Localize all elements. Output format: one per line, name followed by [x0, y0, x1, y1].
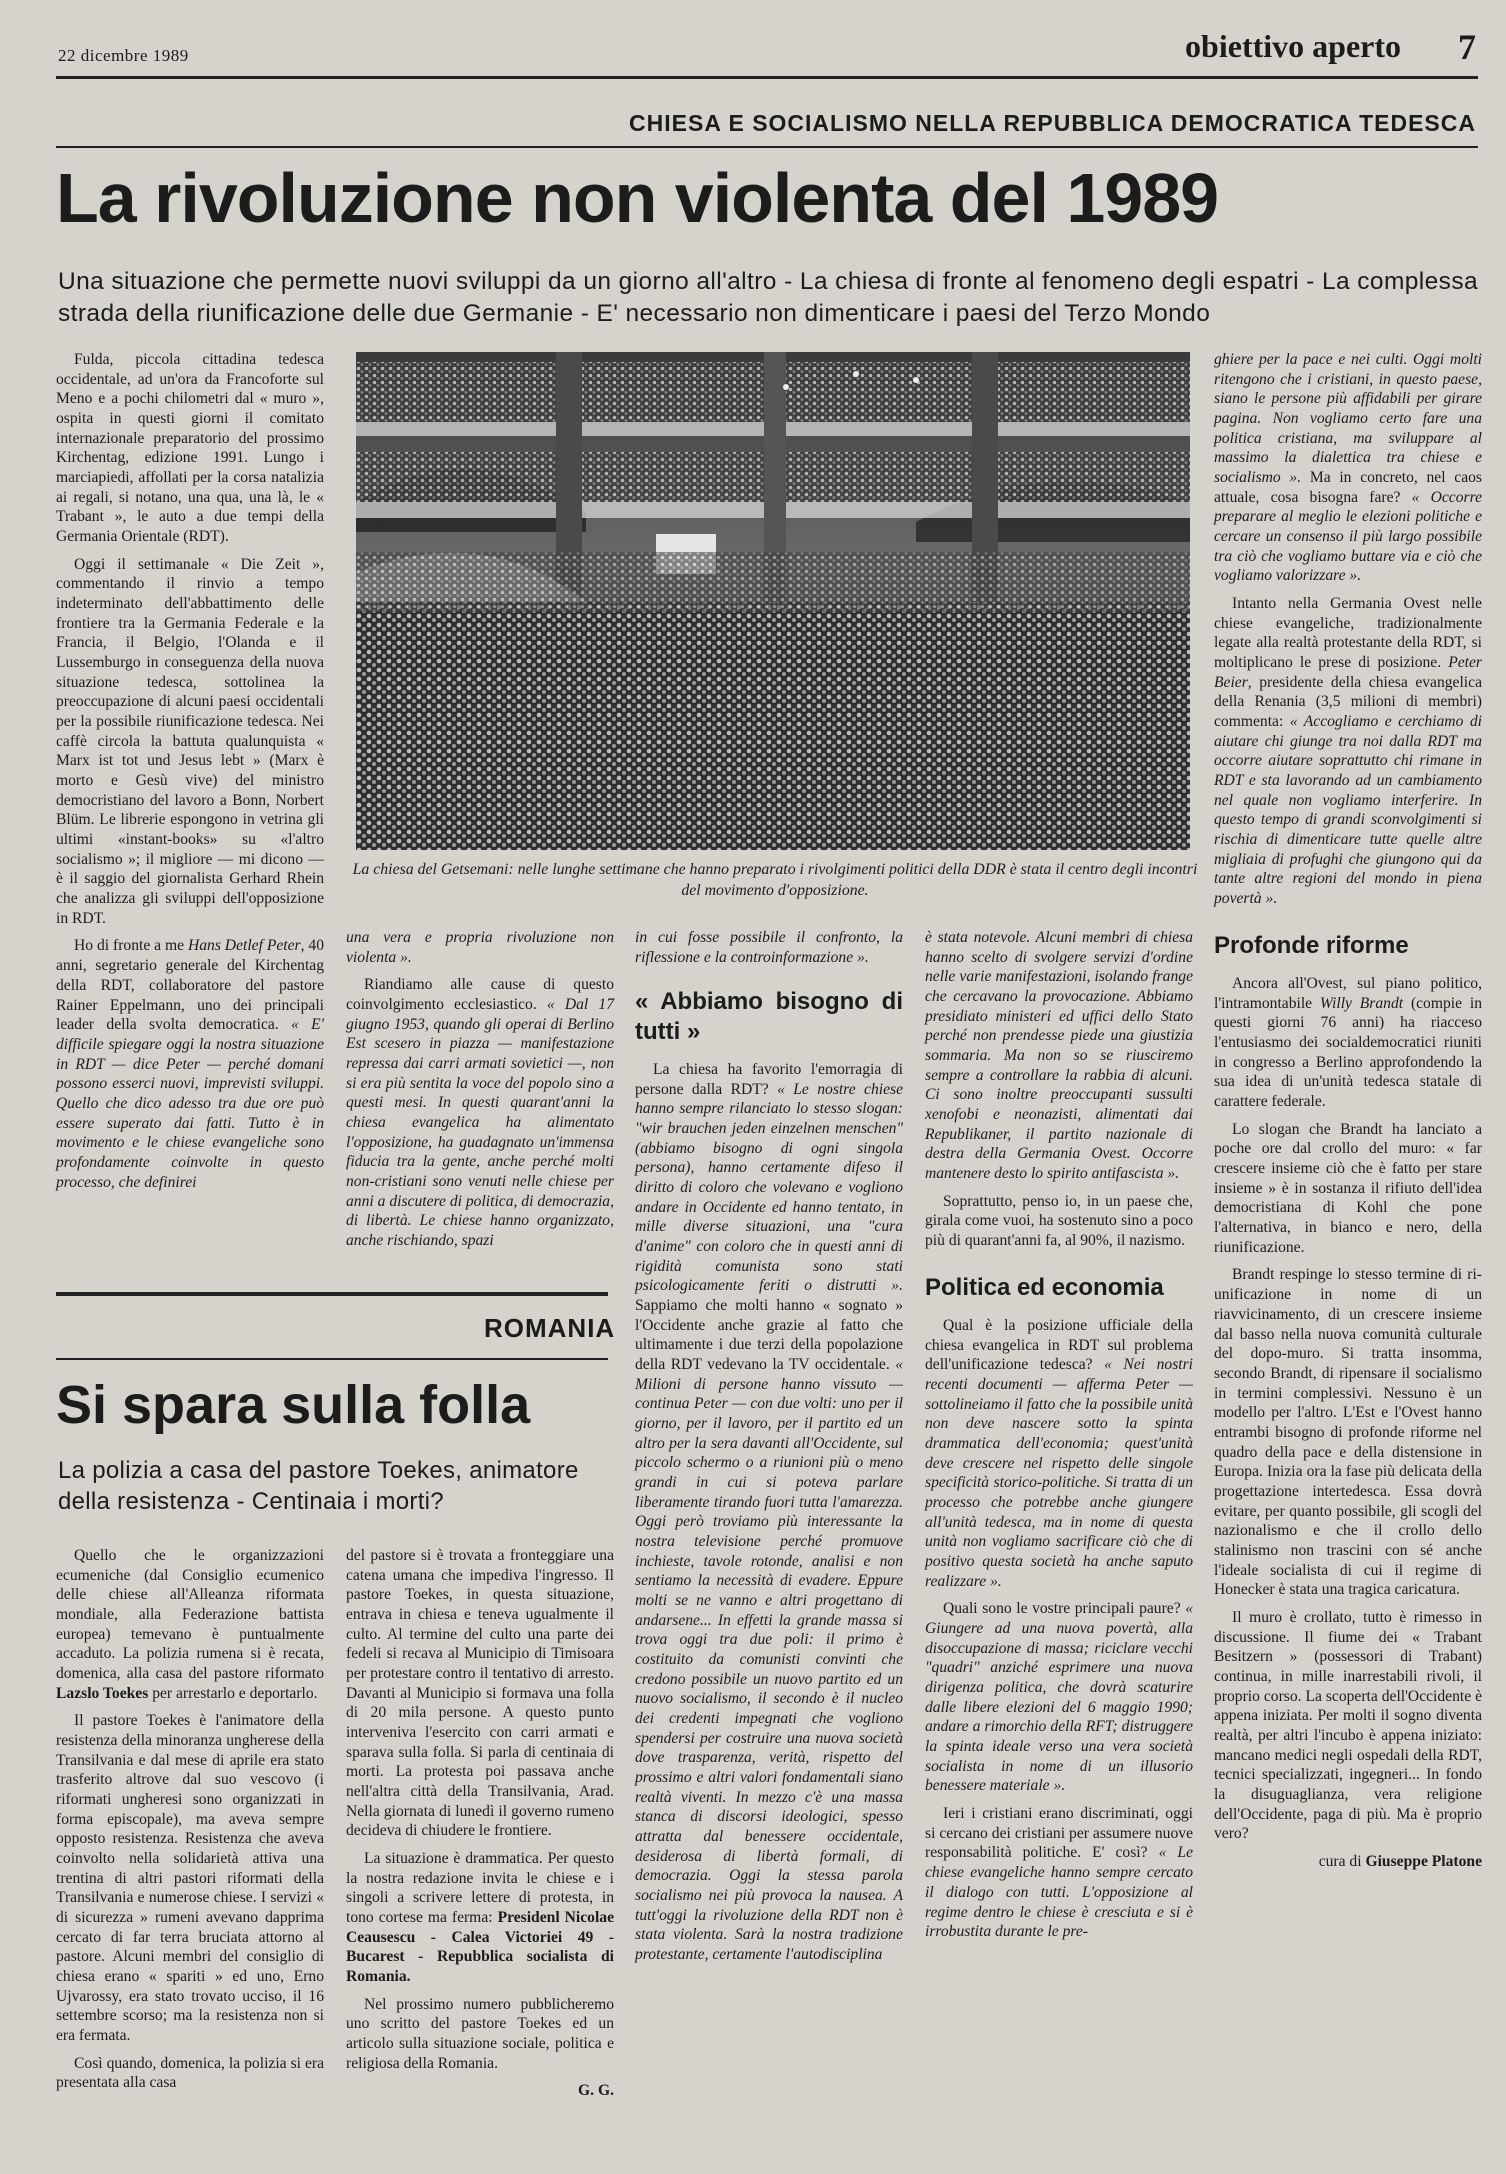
person-name: Lazslo Toekes: [56, 1684, 149, 1702]
paragraph: è stata notevole. Alcuni membri di chiesa hanno scelto di svolgere servizi d'ordine nelle varie manifestazioni, isolando frange che cercavano la provocazione. Abbiamo presidiato ministeri ed uffici dello Stato perché non prendesse piede una giustizia sommaria. Ma non so se riusciremo sempre a controllare la rabbia di alcuni. Ci sono inoltre preoccupanti sussulti xenofobi e neonazisti, alimentati dai Republikaner, il partito nazionale di destra della Germania Ovest. Occorre mantenere desto lo spirito antifascista ».: [925, 929, 1193, 1183]
article-subtitle: Una situazione che permette nuovi sviluppi da un giorno all'altro - La chiesa di fronte al fenomeno degli espatri - La complessa strada della riunificazione delle due Germanie - E' necessario non dimenticare i paesi del Terzo Mondo: [58, 268, 1478, 328]
quote: « Le nostre chiese hanno sempre rilanciato lo stesso slogan: "wir brauchen jeden einzelnen menschen" (abbiamo bisogno di ogni singola persona), hanno certamente difeso il diritto di coloro che volevano e vogliono andare in Occidente ed hanno tentato, in mille diverse situazioni, una "cura d'anime" con coloro che in questi anni di rigidità comunista sono stati psicologicamente feriti o distrutti ».: [635, 1080, 903, 1295]
paragraph: Oggi il settimanale « Die Zeit », commentando il rinvio a tempo indeterminato dell'abbattimento delle frontiere tra la Germania Federale e la Francia, il Belgio, l'Olanda e il Lussemburgo in conseguenza della nuova situazione tedesca, sottolinea la preoccupazione di alcuni paesi occidentali per la possibile riunificazione tedesca. Nei caffè circola la battuta qualunquista « Marx ist tot und Jesus lebt » (Marx è morto e Gesù vive) del ministro democristiano del lavoro a Bonn, Norbert Blüm. Le librerie espongono in vetrina gli ultimi «instant-books» su «l'altro socialismo »; il migliore — mi dicono — è il saggio del giornalista Gerhard Rhein che analizza gli sviluppi dell'opposizione in RDT.: [56, 555, 324, 927]
quote: « E' difficile spiegare oggi la nostra situazione in RDT — dice Peter — perché domani possono esserci nuovi, imprevisti sviluppi. Quello che dico adesso tra due ore può essere superato dai fatti. Tutto è in movimento e le chiese evangeliche sono profondamente coinvolte in questo processo, che definirei: [56, 1016, 324, 1191]
section-label: ROMANIA: [484, 1313, 616, 1343]
paragraph: Quali sono le vostre principali paure? « Giungere ad una nuova povertà, alla disoccupazione di massa; riciclare vecchi "quadri" anziché esprimere una nuova dirigenza politica, che dovrà scaturire dalle libere elezioni del 6 maggio 1990; andare a rimorchio della RFT; distruggere la spinta ideale verso una vera società socialista in nome di un illusorio benessere materiale ».: [925, 1600, 1193, 1795]
paragraph: La situazione è drammatica. Per questo la nostra redazione invita le chiese e i singoli a scrivere lettere di protesta, in tono cortese ma ferma: Presidenl Nicolae Ceausescu - Calea Victoriei 49 - Bucarest - Repubblica socialista di Romania.: [346, 1850, 614, 1986]
page-number: 7: [1458, 27, 1476, 67]
paragraph: Intanto nella Germania Ovest nelle chiese evangeliche, tradizionalmente legate alla realtà protestante della RDT, si moltiplicano le prese di posizione. Peter Beier, presidente della chiesa evangelica della Renania (3,5 milioni di membri) commenta: « Accogliamo e cerchiamo di aiutare chi giunge tra noi dalla RDT ma occorre aiutare soprattutto chi rimane in RDT e sta lavorando ad un cambiamento nel quale non vogliamo interferire. In questo tempo di grandi sconvolgimenti si rischia di dimenticare tutte quelle altre migliaia di profughi che giungono qui da tante altre regioni del mondo in piena povertà ».: [1214, 595, 1482, 908]
photo-caption: La chiesa del Getsemani: nelle lunghe settimane che hanno preparato i rivolgimenti politici della DDR è stata il centro degli incontri del movimento d'opposizione.: [352, 861, 1198, 899]
article-column-4: [925, 928, 1193, 1950]
article-column-1: [56, 350, 324, 1200]
section-rule: [56, 1358, 608, 1360]
kicker-rule: [56, 146, 1478, 148]
paragraph: Soprattutto, penso io, in un paese che, girala come vuoi, ha sostenuto sino a poco più di quarant'anni fa, al 90%, il nazismo.: [925, 1192, 1193, 1250]
paragraph: in cui fosse possibile il confronto, la riflessione e la controinformazione ».: [635, 929, 903, 966]
paragraph: Lo slogan che Brandt ha lanciato a poche ore dal crollo del muro: « far crescere insieme ciò che è fatto per stare insieme » è in sostanza il rifiuto dell'idea democristiana di Kohl che pone l'alternativa, in bianco e nero, della riunificazione.: [1214, 1120, 1482, 1256]
section-subhead: « Abbiamo bisogno di tutti »: [635, 988, 903, 1045]
person-name: Willy Brandt: [1319, 994, 1404, 1012]
church-interior-photo: [356, 352, 1190, 850]
romania-column-1: [56, 1546, 324, 2101]
quote: « Dal 17 giugno 1953, quando gli operai di Berlino Est scesero in piazza — manifestazione repressa dai carri armati sovietici —, non si era più sentita la voce del popolo sino a questi mesi. In questi quarant'anni la chiesa evangelica ha alimentato l'opposizione, ha guadagnato un'immensa fiducia tra la gente, anche perché molti non-cristiani sono venuti nelle chiese per anni a discutere di politica, di democrazia, di libertà. Le chiese hanno organizzato, anche rischiando, spazi: [346, 996, 614, 1250]
paragraph: Ho di fronte a me Hans Detlef Peter, 40 anni, segretario generale del Kirchentag della RDT, collaboratore del pastore Rainer Eppelmann, uno dei principali leader della svolta democratica. « E' difficile spiegare oggi la nostra situazione in RDT — dice Peter — perché domani possono esserci nuovi, imprevisti sviluppi. Quello che dico adesso tra due ore può essere superato dai fatti. Tutto è in movimento e le chiese evangeliche sono profondamente coinvolte in questo processo, che definirei: [56, 937, 324, 1191]
paragraph: Qual è la posizione ufficiale della chiesa evangelica in RDT sul problema dell'unificazione tedesca? « Nei nostri recenti documenti — afferma Peter — sottolineiamo il fatto che la possibile unità non deve nascere sotto la spinta drammatica dell'economia; quest'unità deve crescere nel rispetto delle singole specificità storico-politiche. Si tratta di un processo che potrebbe anche giungere all'unità tedesca, ma in nome di questa unità non vogliamo sacrificare ciò che di positivo questa società ha anche saputo realizzare ».: [925, 1317, 1193, 1590]
article-subtitle: La polizia a casa del pastore Toekes, animatore della resistenza - Centinaia i morti?: [58, 1457, 579, 1516]
paragraph: Ieri i cristiani erano discriminati, oggi si cercano dei cristiani per assumere nuove responsabilità politiche. E' così? « Le chiese evangeliche hanno sempre cercato il dialogo con tutti. L'opposizione al regime dentro le chiese è cresciuta e si è irrobustita durante le pre-: [925, 1805, 1193, 1941]
paper-name: obiettivo aperto: [1185, 28, 1401, 64]
paragraph: Brandt respinge lo stesso termine di ri-unificazione in nome di un riavvicinamento, di un crescere insieme dal basso nella nuova comunità culturale del dopo-muro. Si tratta insomma, secondo Brandt, di ripensare il socialismo in termini complessivi. Nessuno è un modello per l'altro. L'Est e l'Ovest hanno entrambi bisogno di profonde riforme nel quadro della pace e della distensione in Europa. Inizia ora la fase più delicata della progettazione intertedesca. Essa dovrà evitare, per quanto possibile, gli scogli del nazionalismo e che il crollo dello stalinismo non trascini con sé anche l'ideale socialista di cui il regime di Honecker è stata una tragica caricatura.: [1214, 1266, 1482, 1599]
paragraph: Così quando, domenica, la polizia si era presentata alla casa: [56, 2054, 324, 2092]
quote: « Le chiese evangeliche hanno sempre cercato il dialogo con tutti. L'opposizione al regime dentro le chiese è cresciuta e si è irrobustita durante le pre-: [925, 1844, 1193, 1941]
article-column-3: [635, 928, 903, 1973]
paragraph: Il muro è crollato, tutto è rimesso in discussione. Il fiume dei « Trabant Besitzern » (possessori di Trabant) continua, in mille inarrestabili rivoli, il proprio corso. La scoperta dell'Occidente è appena iniziata. Per molti il sogno diventa realtà, per altri l'incubo è appena iniziato: mancano medici negli ospedali della RDT, tecnici specializzati, ingegneri... In fondo la disuguaglianza, vera religione dell'Occidente, paga di più. Ma è proprio vero?: [1214, 1608, 1482, 1843]
issue-date: 22 dicembre 1989: [58, 46, 189, 65]
paragraph: ghiere per la pace e nei culti. Oggi molti ritengono che i cristiani, in questo paese, siano le persone più affidabili per girare pagina. Non vogliamo certo fare una politica cristiana, ma sviluppare al massimo la dialettica tra chiese e socialismo ». Ma in concreto, nel caos attuale, cosa bisogna fare? « Occorre preparare al meglio le elezioni politiche e cercare un consenso il più largo possibile tra ciò che vogliamo buttare via e ciò che vogliamo valorizzare ».: [1214, 351, 1483, 585]
quote: « Nei nostri recenti documenti — afferma Peter — sottolineiamo il fatto che la possibile unità non deve nascere sotto la spinta drammatica dell'economia; quest'unità deve crescere nel rispetto delle singole specificità storico-politiche. Si tratta di un processo che potrebbe anche giungere all'unità tedesca, ma in nome di questa unità non vogliamo sacrificare ciò che di positivo questa società ha anche saputo realizzare ».: [925, 1356, 1193, 1590]
romania-column-2: [346, 1546, 614, 2109]
person-name: Hans Detlef Peter: [187, 937, 301, 955]
quote: « Accogliamo e cerchiamo di aiutare chi giunge tra noi dalla RDT ma occorre aiutare soprattutto chi rimane in RDT e sta lavorando ad un cambiamento nel quale non vogliamo interferire. In questo tempo di grandi sconvolgimenti si rischia di dimenticare tutte quelle altre migliaia di profughi che giungono qui da tante altre regioni del mondo in piena povertà ».: [1214, 713, 1482, 908]
protest-address: Presidenl Nicolae Ceausescu - Calea Victoriei 49 - Bucarest - Repubblica socialista di Romania.: [346, 1909, 614, 1986]
paragraph: Ancora all'Ovest, sul piano politico, l'intramontabile Willy Brandt (compie in questi giorni 76 anni) ha riacceso l'entusiasmo dei socialdemocratici riuniti in congresso a Berlino approfondendo la sua idea di un'unità tedesca statale di carattere federale.: [1214, 975, 1482, 1111]
article-headline: Si spara sulla folla: [56, 1375, 531, 1435]
article-column-2: [346, 928, 614, 1259]
article-kicker: CHIESA E SOCIALISMO NELLA REPUBBLICA DEMOCRATICA TEDESCA: [629, 110, 1476, 136]
paragraph: Riandiamo alle cause di questo coinvolgimento ecclesiastico. « Dal 17 giugno 1953, quando gli operai di Berlino Est scesero in piazza — manifestazione repressa dai carri armati sovietici —, non si era più sentita la voce del popolo sino a questi mesi. In questi quarant'anni la chiesa evangelica ha alimentato l'opposizione, ha guadagnato un'immensa fiducia tra la gente, anche perché molti non-cristiani sono venuti nelle chiese per anni a discutere di politica, di democrazia, di libertà. Le chiese hanno organizzato, anche rischiando, spazi: [346, 976, 614, 1250]
section-subhead: Profonde riforme: [1214, 931, 1409, 959]
article-signature: cura di Giuseppe Platone: [1318, 1852, 1482, 1870]
quote: « Milioni di persone hanno vissuto — continua Peter — con due volti: uno per il giorno, per il lavoro, per il partito ed un altro per la sera davanti all'Occidente, sul piccolo schermo o a riunioni più o meno grandi in cui si poteva parlare liberamente tirando fuori tutta l'amarezza. Oggi però troviamo più interessante la nostra televisione perché promuove inchieste, tavole rotonde, analisi e non sentiamo la necessità di evadere. Eppure molti se ne vanno e altri progettano di andarsene... In effetti la grande massa si trova oggi tra due poli: il primo è costituito da comunisti convinti che credono possibile un nuovo partito ed un nuovo socialismo, il secondo è il nucleo dei credenti impegnati che vogliono spendersi per costruire una nuova società dove trasparenza, verità, rispetto del prossimo e altri valori fondamentali siano realtà viventi. In mezzo c'è una massa stanca di discorsi ideologici, spesso attratta dal benessere occidentale, desiderosa di libertà formali, di democrazia. Oggi la stessa parola socialismo nei più provoca la nausea. A tutt'oggi la rivoluzione della RDT non è stata violenta. Sarà la nostra tradizione protestante, certamente l'autodisciplina: [635, 1355, 903, 1964]
masthead-rule: [56, 76, 1478, 79]
paragraph: del pastore si è trovata a fronteggiare una catena umana che impediva l'ingresso. Il pastore Toekes, in questa situazione, entrava in chiesa e teneva ugualmente il culto. Al termine del culto una parte dei fedeli si recava al Municipio di Timisoara per protestare contro il tentativo di arresto. Davanti al Municipio si formava una folla di 20 mila persone. A questo punto interveniva l'esercito con carri armati e sparava sulla folla. Si parla di centinaia di morti. La protesta poi passava anche nell'altra città della Transilvania, Arad. Nella giornata di lunedì il governo rumeno decideva di chiudere le frontiere.: [346, 1547, 614, 1840]
person-name: Peter Beier: [1214, 654, 1482, 691]
paragraph: La chiesa ha favorito l'emorragia di persone dalla RDT? « Le nostre chiese hanno sempre rilanciato lo stesso slogan: "wir brauchen jeden einzelnen menschen" (abbiamo bisogno di ogni singola persona), hanno certamente difeso il diritto di coloro che volevano e vogliono andare in Occidente ed hanno tentato, in mille diverse situazioni, una "cura d'anime" con coloro che in questi anni di rigidità comunista sono stati psicologicamente feriti o distrutti ». Sappiamo che molti hanno « sognato » l'Occidente anche grazie al fatto che ultimamente i due terzi della popolazione della RDT vedevano la TV occidentale. « Milioni di persone hanno vissuto — continua Peter — con due volti: uno per il giorno, per il lavoro, per il partito ed un altro per la sera davanti all'Occidente, sul piccolo schermo o a riunioni più o meno grandi in cui si poteva parlare liberamente tirando fuori tutta l'amarezza. Oggi però troviamo più interessante la nostra televisione perché promuove inchieste, tavole rotonde, analisi e non sentiamo la necessità di evadere. Eppure molti se ne vanno e altri progettano di andarsene... In effetti la grande massa si trova oggi tra due poli: il primo è costituito da comunisti convinti che credono possibile un nuovo partito ed un nuovo socialismo, il secondo è il nucleo dei credenti impegnati che vogliono spendersi per costruire una nuova società dove trasparenza, verità, rispetto del prossimo e altri valori fondamentali siano realtà viventi. In mezzo c'è una massa stanca di discorsi ideologici, spesso attratta dal benessere occidentale, desiderosa di libertà formali, di democrazia. Oggi la stessa parola socialismo nei più provoca la nausea. A tutt'oggi la rivoluzione della RDT non è stata violenta. Sarà la nostra tradizione protestante, certamente l'autodisciplina: [635, 1060, 903, 1964]
paragraph: Il pastore Toekes è l'animatore della resistenza della minoranza ungherese della Transilvania e dal mese di aprile era stato trasferito altrove dal suo vescovo (i riformati ungheresi sono organizzati in forma episcopale), ma aveva sempre opposto resistenza. Resistenza che aveva coinvolto nella solidarietà attiva una trentina di altri pastori riformati della Transilvania e numerose chiese. I servizi « di sicurezza » rumeni avevano dapprima cercato di far terra bruciata attorno al pastore. Alcuni membri del consiglio di chiesa erano « spariti » ed uno, Erno Ujvarossy, era stato trovato ucciso, il 16 settembre scorso; ma la resistenza non si era fermata.: [56, 1712, 324, 2045]
quote: « Giungere ad una nuova povertà, alla disoccupazione di massa; riciclare vecchi "quadri" anziché esprimere una nuova dirigenza politica, che dovrà scaturire dalle libere elezioni del 6 maggio 1990; andare a rimorchio della RFT; distruggere la spinta ideale verso una vera società socialista in nome di un illusorio benessere materiale ».: [925, 1600, 1193, 1795]
quote: « Occorre preparare al meglio le elezioni politiche e cercare un consenso il più largo possibile tra ciò che vogliamo buttare via e ciò che vogliamo valorizzare ».: [1214, 488, 1483, 585]
section-rule: [56, 1292, 608, 1296]
paragraph: Nel prossimo numero pubblicheremo uno scritto del pastore Toekes ed un articolo sulla situazione sociale, politica e religiosa della Romania.: [346, 1995, 614, 2072]
section-subhead: Politica ed economia: [925, 1273, 1164, 1301]
article-signature: G. G.: [578, 2082, 614, 2100]
article-column-5: [1214, 350, 1482, 1880]
paragraph: Fulda, piccola cittadina tedesca occidentale, ad un'ora da Francoforte sul Meno e a pochi chilometri dal « muro », ospita in questi giorni il comitato internazionale preparatorio del prossimo Kirchentag, edizione 1991. Lungo i marciapiedi, affollati per la corsa natalizia ai regali, si notano, una qua, una là, le « Trabant », le auto a due tempi della Germania Orientale (RDT).: [56, 351, 324, 546]
paragraph: una vera e propria rivoluzione non violenta ».: [346, 929, 614, 966]
paragraph: Quello che le organizzazioni ecumeniche (dal Consiglio ecumenico delle chiese all'Alleanza riformata mondiale, alla Federazione battista europea) temevano è puntualmente accaduto. La polizia rumena si è recata, domenica, alla casa del pastore riformato Lazslo Toekes per arrestarlo e deportarlo.: [56, 1547, 324, 1702]
article-headline: La rivoluzione non violenta del 1989: [56, 159, 1219, 237]
